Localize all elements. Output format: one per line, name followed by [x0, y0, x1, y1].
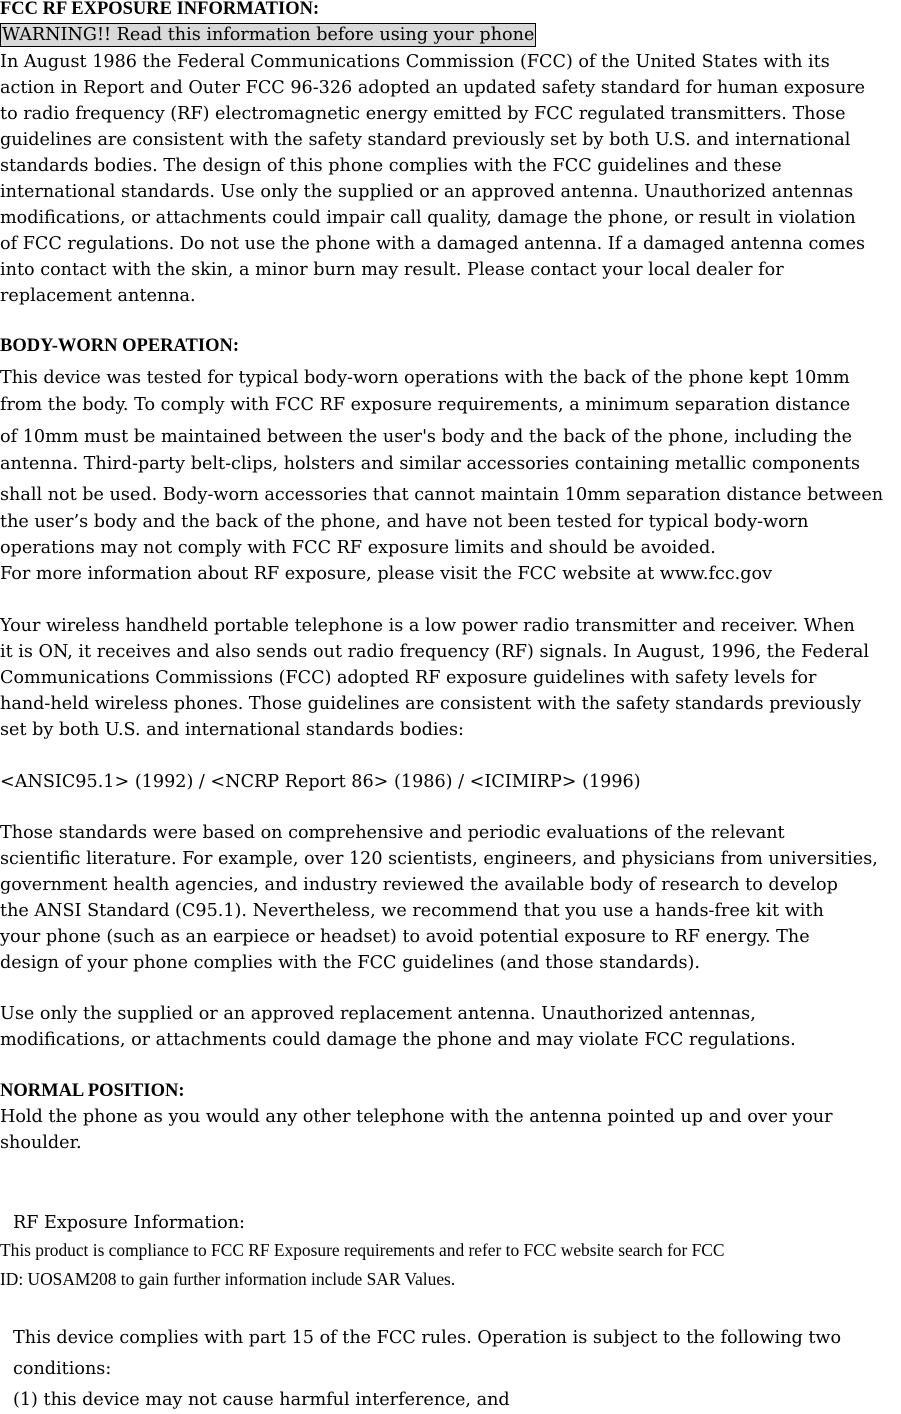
intro-line: to radio frequency (RF) electromagnetic energy emitted by FCC regulated transmitters. Those [0, 104, 846, 124]
part15-line: (1) this device may not cause harmful interference, and [13, 1390, 510, 1410]
wireless-line: it is ON, it receives and also sends out radio frequency (RF) signals. In August, 1996, the Federal [0, 642, 870, 662]
intro-line: action in Report and Outer FCC 96-326 adopted an updated safety standard for human exposure [0, 78, 866, 98]
standards-line: government health agencies, and industry reviewed the available body of research to develop [0, 875, 838, 895]
body-worn-line: This device was tested for typical body-worn operations with the back of the phone kept 10mm [0, 368, 850, 388]
wireless-line: Your wireless handheld portable telephone is a low power radio transmitter and receiver. When [0, 616, 855, 636]
standards-line: the ANSI Standard (C95.1). Nevertheless, we recommend that you use a hands-free kit with [0, 901, 824, 921]
body-worn-line: of 10mm must be maintained between the user's body and the back of the phone, including the [0, 427, 852, 447]
body-worn-heading: BODY-WORN OPERATION: [0, 336, 239, 356]
antenna-line: Use only the supplied or an approved replacement antenna. Unauthorized antennas, [0, 1004, 756, 1024]
intro-line: international standards. Use only the supplied or an approved antenna. Unauthorized antennas [0, 182, 854, 202]
intro-line: of FCC regulations. Do not use the phone with a damaged antenna. If a damaged antenna comes [0, 234, 866, 254]
normal-position-line: Hold the phone as you would any other telephone with the antenna pointed up and over your [0, 1107, 833, 1127]
part15-line: This device complies with part 15 of the FCC rules. Operation is subject to the following two [13, 1328, 842, 1348]
wireless-line: hand-held wireless phones. Those guidelines are consistent with the safety standards previously [0, 694, 862, 714]
intro-line: In August 1986 the Federal Communications Commission (FCC) of the United States with its [0, 52, 830, 72]
body-worn-line: antenna. Third-party belt-clips, holsters and similar accessories containing metallic components [0, 454, 861, 474]
body-worn-line: the user’s body and the back of the phone, and have not been tested for typical body-worn [0, 512, 809, 532]
intro-line: standards bodies. The design of this phone complies with the FCC guidelines and these [0, 156, 782, 176]
standards-reference: <ANSIC95.1> (1992) / <NCRP Report 86> (1986) / <ICIMIRP> (1996) [0, 772, 641, 792]
standards-line: scientific literature. For example, over 120 scientists, engineers, and physicians from universities, [0, 849, 878, 869]
body-worn-line: from the body. To comply with FCC RF exposure requirements, a minimum separation distance [0, 395, 851, 415]
intro-line: replacement antenna. [0, 286, 196, 306]
body-worn-line: operations may not comply with FCC RF exposure limits and should be avoided. [0, 538, 716, 558]
rf-exposure-heading: RF Exposure Information: [13, 1213, 245, 1233]
standards-line: Those standards were based on comprehensive and periodic evaluations of the relevant [0, 823, 785, 843]
normal-position-line: shoulder. [0, 1133, 82, 1153]
fcc-website-line: For more information about RF exposure, please visit the FCC website at www.fcc.gov [0, 564, 773, 584]
standards-line: your phone (such as an earpiece or headset) to avoid potential exposure to RF energy. The [0, 927, 810, 947]
rf-exposure-line: This product is compliance to FCC RF Exposure requirements and refer to FCC website search for FCC [0, 1240, 725, 1260]
normal-position-heading: NORMAL POSITION: [0, 1081, 185, 1101]
wireless-line: Communications Commissions (FCC) adopted RF exposure guidelines with safety levels for [0, 668, 817, 688]
standards-line: design of your phone complies with the FCC guidelines (and those standards). [0, 953, 700, 973]
body-worn-line: shall not be used. Body-worn accessories that cannot maintain 10mm separation distance between [0, 485, 884, 505]
rf-exposure-line: ID: UOSAM208 to gain further information include SAR Values. [0, 1269, 456, 1289]
intro-line: modifications, or attachments could impair call quality, damage the phone, or result in violation [0, 208, 856, 228]
intro-line: into contact with the skin, a minor burn may result. Please contact your local dealer for [0, 260, 784, 280]
part15-line: conditions: [13, 1359, 112, 1379]
document-title: FCC RF EXPOSURE INFORMATION: [0, 0, 320, 19]
warning-banner: WARNING!! Read this information before using your phone [2, 25, 535, 45]
wireless-line: set by both U.S. and international standards bodies: [0, 720, 464, 740]
intro-line: guidelines are consistent with the safety standard previously set by both U.S. and international [0, 130, 851, 150]
antenna-line: modifications, or attachments could damage the phone and may violate FCC regulations. [0, 1030, 796, 1050]
